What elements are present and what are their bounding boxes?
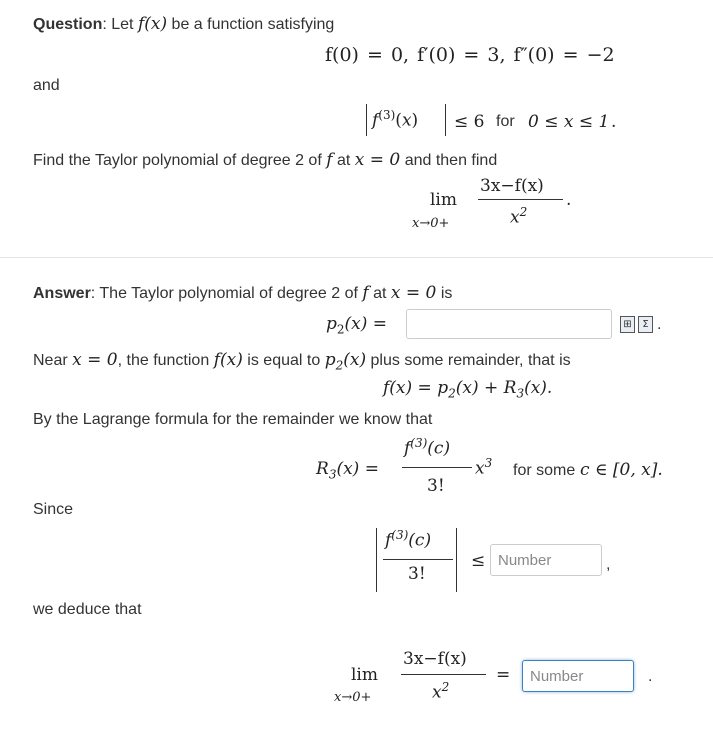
f-of-x: f(x) — [137, 14, 168, 34]
equation-editor-icon[interactable]: Σ — [638, 316, 653, 333]
divider — [0, 257, 713, 258]
deduce-text: we deduce that — [33, 601, 142, 618]
taylor-polynomial-input[interactable] — [406, 309, 612, 339]
answer-label: Answer — [33, 285, 91, 302]
final-lim-den: $x^2$ — [432, 680, 450, 703]
r3-c-range: c ∈ [0, x]. — [580, 460, 663, 480]
question-intro: Question: Let f(x) be a function satisfying — [33, 14, 335, 34]
near-text: Near x = 0, the function f(x) is equal to $p_2(x)$ plus some remainder, that is — [33, 350, 571, 373]
final-eq: = — [496, 665, 511, 685]
ineq-bar-left — [376, 528, 377, 592]
final-lim-bar — [401, 674, 486, 675]
p2-label: $p_2(x)$ = — [326, 314, 388, 337]
ineq-frac-bar — [383, 559, 453, 560]
r3-numerator: $f^{(3)}(c)$ — [404, 436, 451, 459]
question-lim-sub: x→0+ — [412, 216, 450, 231]
remainder-equation: $f(x) = p_2(x) + R_3(x)$. — [383, 378, 553, 401]
ineq-bar-right — [456, 528, 457, 592]
r3-lhs: $R_3(x)$ = — [316, 459, 379, 482]
find-text: Find the Taylor polynomial of degree 2 of f at x = 0 and then find — [33, 150, 498, 170]
initial-conditions: f(0) = 0, f′(0) = 3, f″(0) = −2 — [325, 44, 615, 66]
question-lim-bar — [478, 199, 563, 200]
bound-number-input[interactable]: Number — [490, 544, 602, 576]
ineq-denominator: 3! — [408, 564, 426, 584]
bound-range: 0 ≤ x ≤ 1 — [528, 112, 610, 132]
bound-for: for — [496, 113, 515, 130]
question-label: Question — [33, 16, 103, 33]
abs-bar-right — [445, 104, 446, 136]
question-lim-den: $x^2$ — [510, 205, 528, 228]
le-six: ≤ 6 — [454, 112, 485, 132]
limit-number-input[interactable]: Number — [522, 660, 634, 692]
final-lim-num: 3x−f(x) — [403, 649, 467, 669]
answer-intro: Answer: The Taylor polynomial of degree 2 of f at x = 0 is — [33, 283, 453, 303]
lagrange-text: By the Lagrange formula for the remainder we know that — [33, 411, 433, 428]
final-lim-sub: x→0+ — [334, 690, 372, 705]
question-lim-num: 3x−f(x) — [480, 176, 544, 196]
r3-denominator: 3! — [427, 476, 445, 496]
r3-frac-bar — [402, 467, 472, 468]
since-text: Since — [33, 501, 74, 518]
ineq-numerator: $f^{(3)}(c)$ — [385, 528, 432, 551]
final-lim-word: lim — [351, 665, 378, 685]
r3-for-some: for some — [513, 462, 576, 479]
r3-x-cubed: $x^3$ — [475, 456, 493, 479]
third-derivative: $f^{(3)}(x)$ — [372, 108, 419, 131]
and-text: and — [33, 77, 60, 94]
ineq-le: ≤ — [471, 551, 486, 571]
preview-icon[interactable]: ⊞ — [620, 316, 635, 333]
abs-bar-left — [366, 104, 367, 136]
question-lim-word: lim — [430, 190, 457, 210]
